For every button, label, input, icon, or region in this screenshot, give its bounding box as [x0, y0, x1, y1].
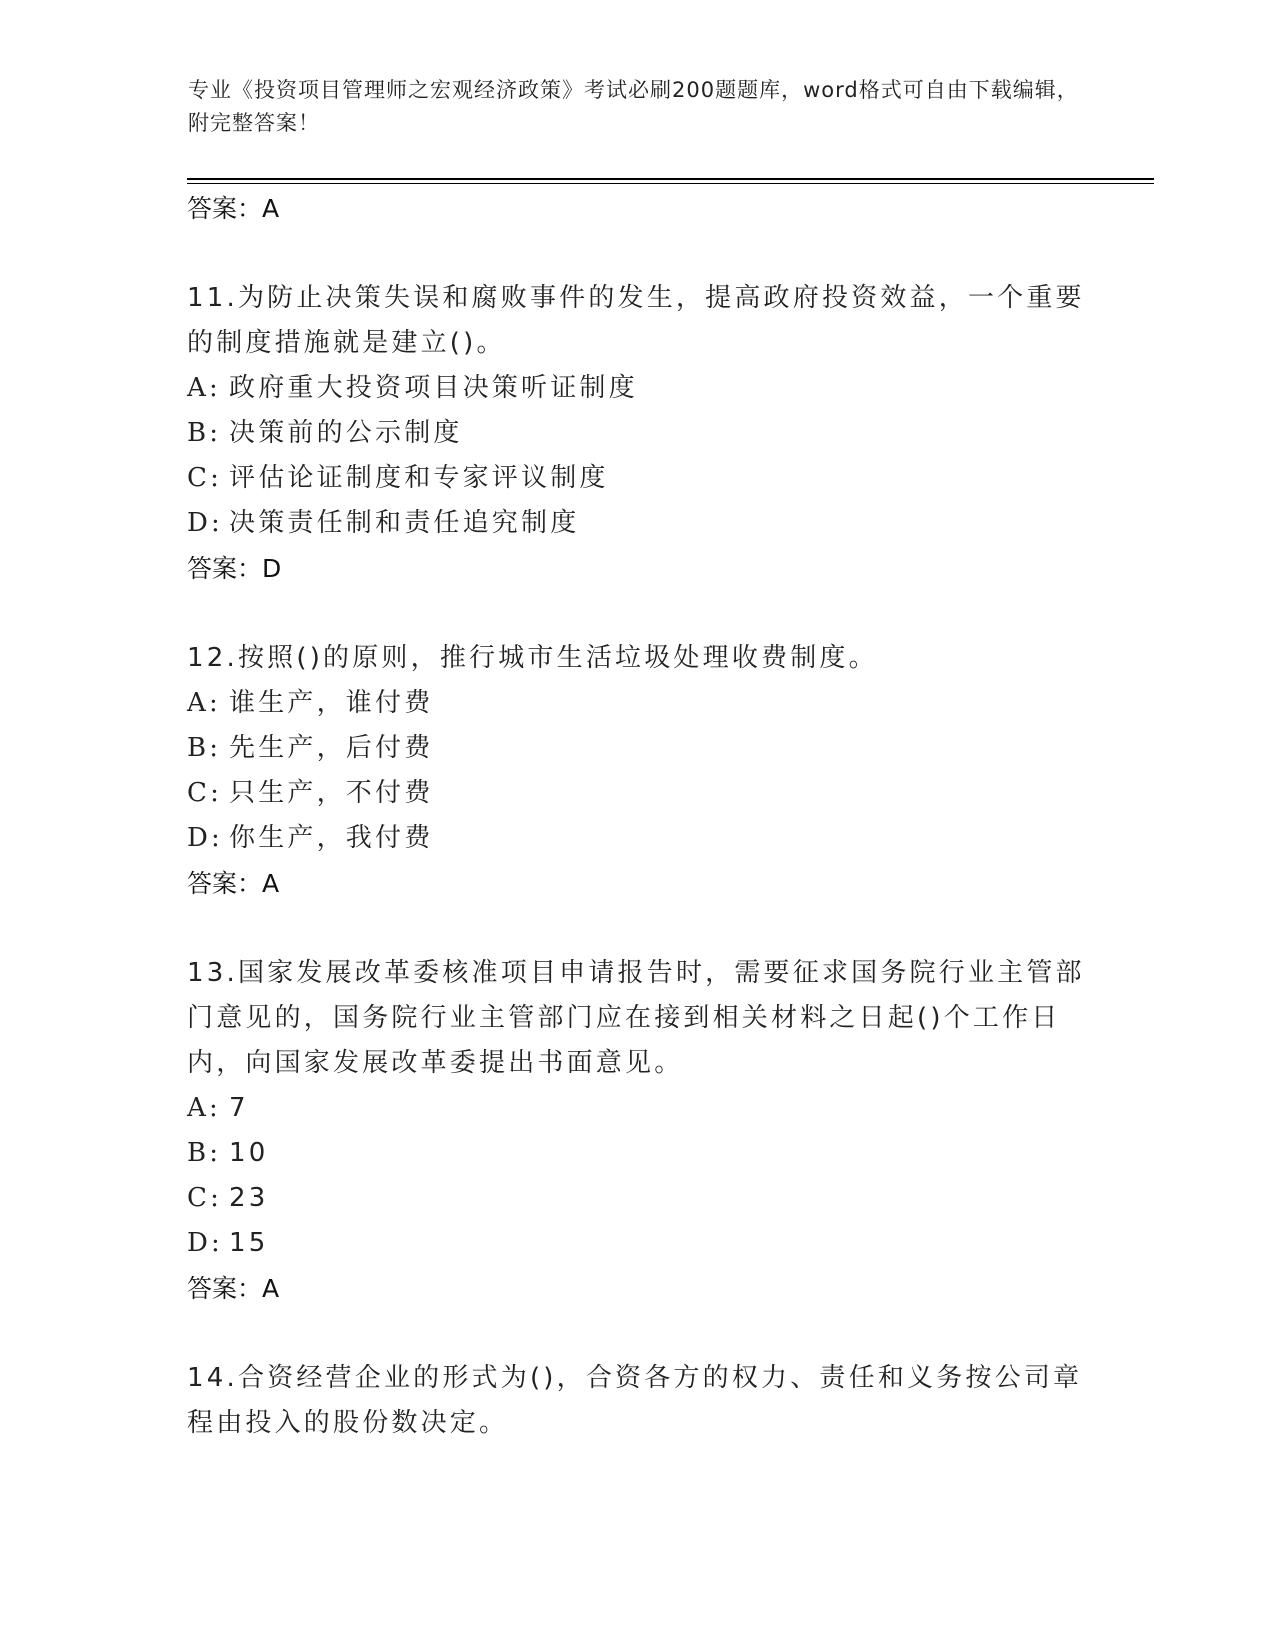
- option-letter: C:: [187, 463, 223, 493]
- option-letter: D:: [187, 823, 224, 853]
- option-text: 15: [229, 1228, 269, 1258]
- option-letter: A:: [187, 1093, 221, 1123]
- option-letter: A:: [187, 688, 221, 718]
- header-divider-thick: [187, 178, 1154, 180]
- option-letter: B:: [187, 1138, 222, 1168]
- question-stem: 13.国家发展改革委核准项目申请报告时，需要征求国务院行业主管部门意见的，国务院行业主管部门应在接到相关材料之日起()个工作日内，向国家发展改革委提出书面意见。: [187, 958, 1085, 1078]
- option-letter: C:: [187, 1183, 223, 1213]
- option-text: 10: [229, 1138, 269, 1168]
- spacer: [187, 907, 1087, 951]
- option-a: [187, 681, 1087, 726]
- option-c: [187, 771, 1087, 816]
- spacer: [187, 1312, 1087, 1356]
- option-letter: B:: [187, 733, 222, 763]
- previous-answer: 答案：A: [187, 194, 280, 223]
- option-letter: D:: [187, 1228, 224, 1258]
- option-b: [187, 726, 1087, 771]
- option-d: [187, 816, 1087, 861]
- option-text: 政府重大投资项目决策听证制度: [229, 373, 638, 403]
- option-text: 你生产，我付费: [229, 823, 434, 853]
- answer-line: 答案：A: [187, 1274, 280, 1303]
- option-c: [187, 456, 1087, 501]
- option-d: [187, 501, 1087, 546]
- option-text: 决策前的公示制度: [229, 418, 463, 448]
- question-block: [187, 636, 1087, 907]
- header-divider-thin: [187, 183, 1154, 184]
- spacer: [187, 232, 1087, 276]
- question-stem: 12.按照()的原则，推行城市生活垃圾处理收费制度。: [187, 643, 878, 673]
- option-d: [187, 1221, 1087, 1266]
- option-b: [187, 1131, 1087, 1176]
- document-header: 专业《投资项目管理师之宏观经济政策》考试必刷200题题库，word格式可自由下载编辑，附完整答案！: [188, 78, 1079, 135]
- option-text: 评估论证制度和专家评议制度: [229, 463, 609, 493]
- option-text: 先生产，后付费: [229, 733, 434, 763]
- option-letter: B:: [187, 418, 222, 448]
- question-block: [187, 951, 1087, 1312]
- option-c: [187, 1176, 1087, 1221]
- question-stem: 11.为防止决策失误和腐败事件的发生，提高政府投资效益，一个重要的制度措施就是建立()。: [187, 283, 1085, 358]
- option-letter: D:: [187, 508, 224, 538]
- option-text: 只生产，不付费: [229, 778, 434, 808]
- option-text: 决策责任制和责任追究制度: [229, 508, 580, 538]
- option-text: 23: [229, 1183, 269, 1213]
- option-text: 谁生产，谁付费: [229, 688, 434, 718]
- question-block: [187, 276, 1087, 592]
- option-text: 7: [229, 1093, 249, 1123]
- question-list: [187, 186, 1087, 1446]
- answer-line: 答案：D: [187, 554, 282, 583]
- question-block: [187, 1356, 1087, 1446]
- spacer: [187, 592, 1087, 636]
- option-a: [187, 366, 1087, 411]
- answer-line: 答案：A: [187, 869, 280, 898]
- option-letter: A:: [187, 373, 221, 403]
- option-a: [187, 1086, 1087, 1131]
- option-letter: C:: [187, 778, 223, 808]
- option-b: [187, 411, 1087, 456]
- question-stem: 14.合资经营企业的形式为()，合资各方的权力、责任和义务按公司章程由投入的股份数决定。: [187, 1363, 1083, 1438]
